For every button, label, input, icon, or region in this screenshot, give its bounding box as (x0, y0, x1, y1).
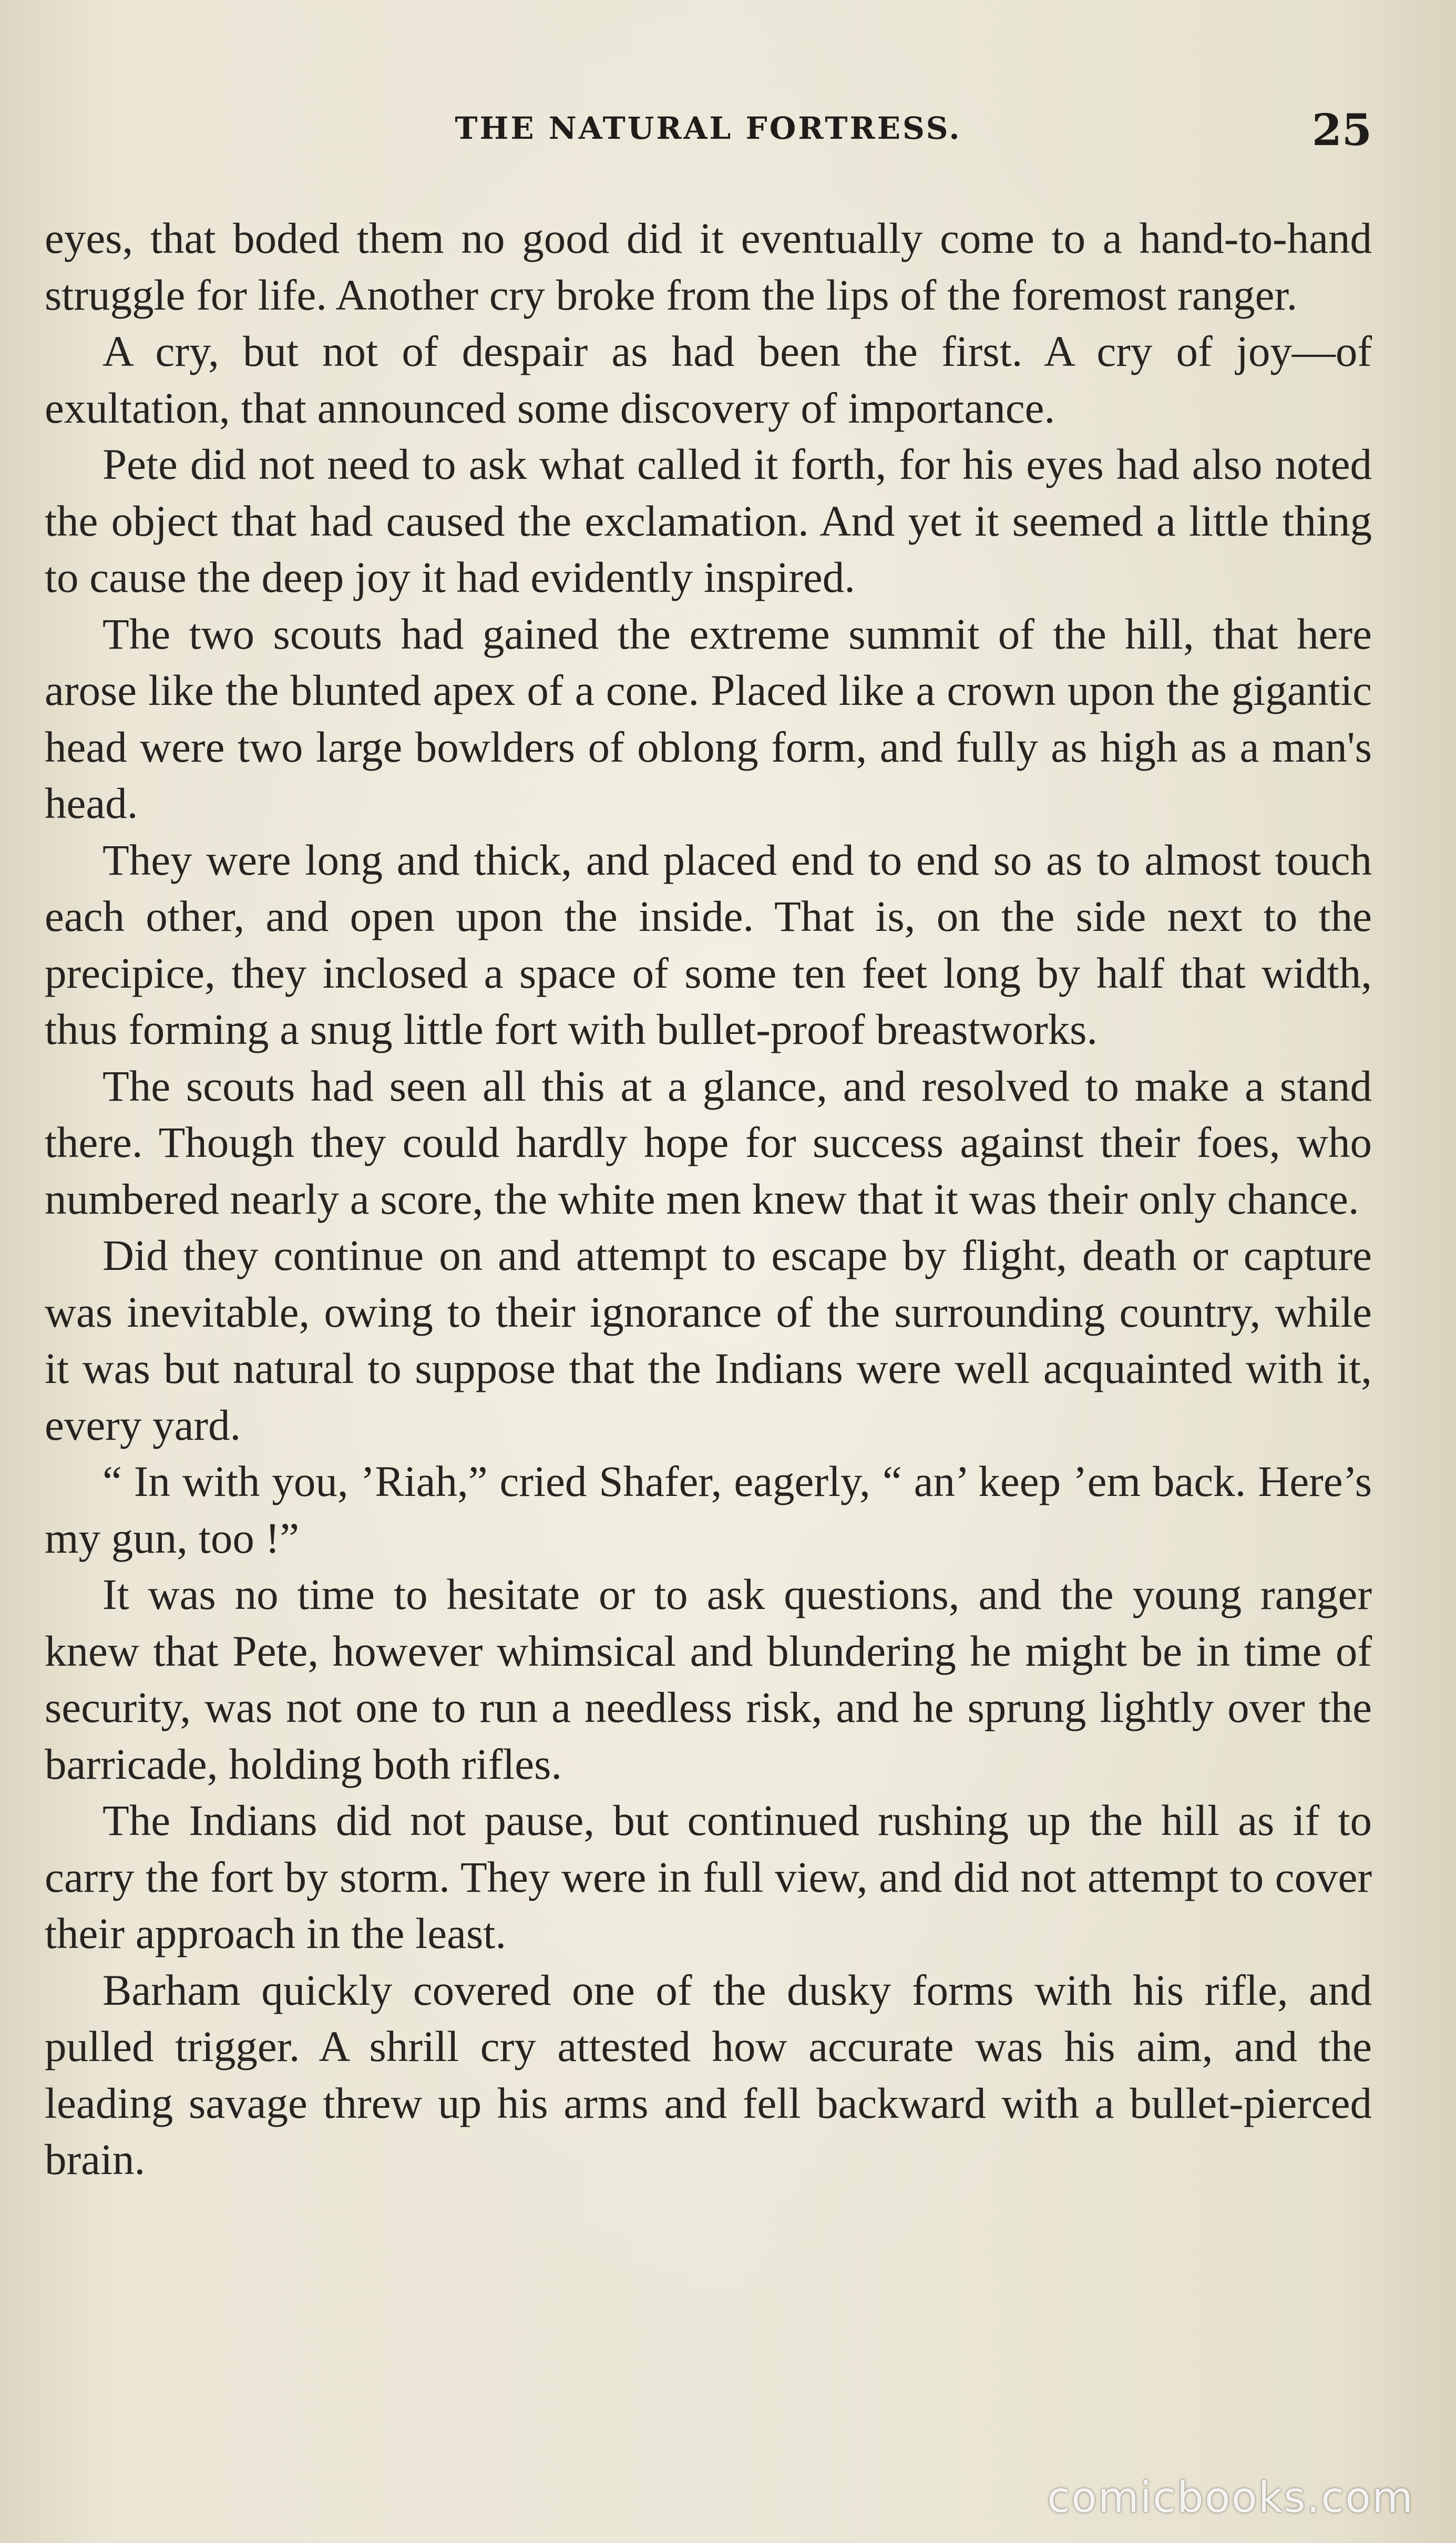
paragraph: Pete did not need to ask what called it forth, for his eyes had also noted the object that had caused the exclamation. And yet it seemed a little thing to cause the deep joy it had evidently inspired. (45, 440, 1372, 601)
paragraph: Barham quickly covered one of the dusky forms with his rifle, and pulled trigger. A shrill cry attested how accurate was his aim, and the leading savage threw up his arms and fell backward with a bullet-pierced brain. (45, 1965, 1372, 2183)
paragraph: eyes, that boded them no good did it eventually come to a hand-to-hand struggle for life. Another cry broke from the lips of the foremost ranger. (45, 214, 1372, 319)
body-text (45, 210, 1372, 2188)
paragraph: The Indians did not pause, but continued rushing up the hill as if to carry the fort by storm. They were in full view, and did not attempt to cover their approach in the least. (45, 1796, 1372, 1957)
paragraph: The two scouts had gained the extreme summit of the hill, that here arose like the blunted apex of a cone. Placed like a crown upon the gigantic head were two large bowlders of oblong form, and fully as high as a man's head. (45, 609, 1372, 827)
paragraph: “ In with you, ’Riah,” cried Shafer, eagerly, “ an’ keep ’em back. Here’s my gun, too !” (45, 1457, 1372, 1562)
paragraph: Did they continue on and attempt to escape by flight, death or capture was inevitable, owing to their ignorance of the surrounding country, while it was but natural to suppose that the Indians were well acquainted with it, every yard. (45, 1231, 1372, 1449)
watermark: comicbooks.com (1047, 2473, 1414, 2522)
paragraph: The scouts had seen all this at a glance, and resolved to make a stand there. Though they could hardly hope for success against their foes, who numbered nearly a score, the white men knew that it was their only chance. (45, 1061, 1372, 1223)
running-title: THE NATURAL FORTRESS. (455, 110, 962, 146)
paragraph: A cry, but not of despair as had been the first. A cry of joy—of exultation, that announced some discovery of importance. (45, 327, 1372, 432)
paragraph: It was no time to hesitate or to ask questions, and the young ranger knew that Pete, however whimsical and blundering he might be in time of security, was not one to run a needless risk, and he sprung lightly over the barricade, holding both rifles. (45, 1570, 1372, 1788)
page-number: 25 (1311, 105, 1372, 156)
paragraph: They were long and thick, and placed end to end so as to almost touch each other, and open upon the inside. That is, on the side next to the precipice, they inclosed a space of some ten feet long by half that width, thus forming a snug little fort with bullet-proof breastworks. (45, 835, 1372, 1053)
page-header (45, 105, 1372, 163)
